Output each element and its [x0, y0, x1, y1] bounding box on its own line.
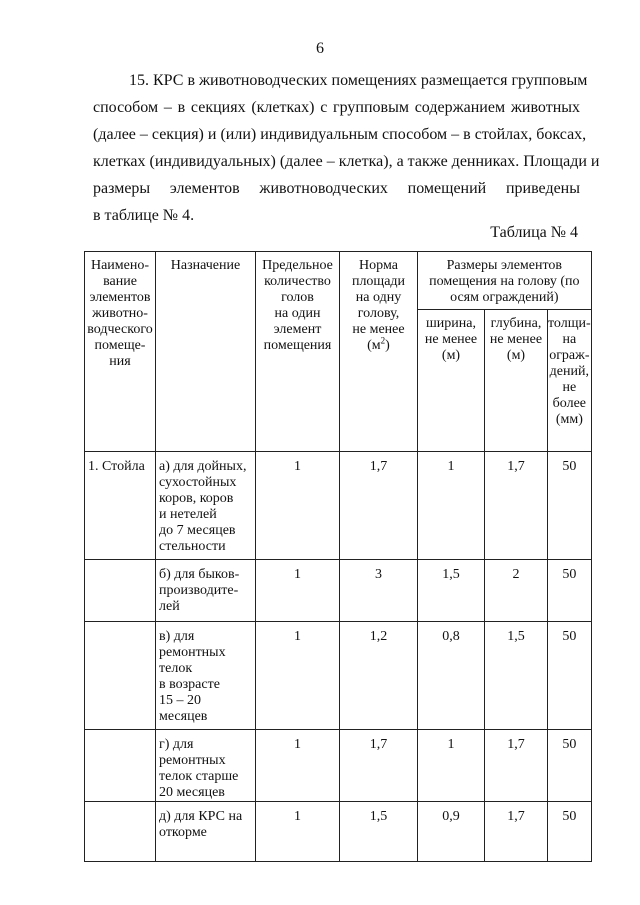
cell-purpose	[156, 730, 256, 802]
header-area-norm	[340, 252, 418, 452]
header-max-count	[256, 252, 340, 452]
cell-area: 1,7	[340, 730, 418, 802]
header-element-text	[85, 258, 155, 370]
header-line: Наимено-	[90, 258, 150, 273]
cell-depth: 1,5	[485, 622, 548, 730]
purpose-line: а) для дойных,	[159, 459, 247, 474]
purpose-line: сухостойных	[159, 475, 237, 490]
cell-width: 1	[418, 452, 485, 560]
cell-area: 1,2	[340, 622, 418, 730]
header-line: осям ограждений)	[450, 290, 559, 305]
cell-element	[85, 730, 156, 802]
table-row	[85, 622, 592, 730]
cell-thickness: 50	[548, 730, 592, 802]
paragraph-line: 15. КРС в животноводческих помещениях размещается групповым	[129, 72, 588, 89]
header-depth-text	[485, 316, 547, 364]
paragraph-line: клетках (индивидуальных) (далее – клетка), а также денниках. Площади и	[93, 153, 600, 170]
purpose-line: до 7 месяцев	[159, 523, 236, 538]
paragraph-line: в таблице № 4.	[93, 207, 195, 224]
cell-element	[85, 560, 156, 622]
cell-area: 3	[340, 560, 418, 622]
header-depth	[485, 310, 548, 452]
cell-purpose	[156, 802, 256, 862]
norms-table	[84, 251, 592, 862]
cell-count: 1	[256, 802, 340, 862]
header-element	[85, 252, 156, 452]
cell-thickness: 50	[548, 560, 592, 622]
header-line: помеще-	[94, 338, 146, 353]
purpose-line: откорме	[159, 825, 207, 840]
table-caption: Таблица № 4	[490, 224, 578, 241]
header-line: на один	[274, 306, 321, 321]
header-dimensions-text	[418, 258, 591, 306]
header-width	[418, 310, 485, 452]
header-line: элементов	[89, 290, 151, 305]
header-area-norm-text	[340, 258, 417, 338]
purpose-line: стельности	[159, 539, 226, 554]
cell-count: 1	[256, 560, 340, 622]
cell-area: 1,7	[340, 452, 418, 560]
header-line: толщи-	[548, 316, 591, 331]
cell-thickness: 50	[548, 622, 592, 730]
header-line: глубина,	[490, 316, 542, 331]
purpose-line: производите-	[159, 583, 239, 598]
cell-area: 1,5	[340, 802, 418, 862]
table-row	[85, 730, 592, 802]
cell-element: 1. Стойла	[85, 452, 156, 560]
purpose-line: в возрасте	[159, 677, 220, 692]
header-max-count-text	[256, 258, 339, 354]
cell-width: 0,8	[418, 622, 485, 730]
header-line: на	[562, 332, 577, 347]
cell-purpose	[156, 560, 256, 622]
cell-thickness: 50	[548, 452, 592, 560]
header-line: голов	[281, 290, 314, 305]
cell-width: 0,9	[418, 802, 485, 862]
table-row	[85, 452, 592, 560]
header-line: (мм)	[555, 412, 583, 427]
header-line: более	[552, 396, 587, 411]
paragraph-line: (далее – секция) и (или) индивидуальным способом – в стойлах, боксах,	[93, 126, 587, 143]
cell-element	[85, 802, 156, 862]
header-line: не менее	[424, 332, 478, 347]
page-number: 6	[316, 40, 324, 57]
header-line: помещения	[263, 338, 332, 353]
purpose-line: телок старше	[159, 769, 239, 784]
header-line: дений,	[549, 364, 589, 379]
header-line: количество	[264, 274, 331, 289]
paragraph-15	[93, 67, 600, 229]
header-line: голову,	[357, 306, 400, 321]
header-width-text	[418, 316, 484, 364]
purpose-line: г) для	[159, 737, 194, 752]
header-thickness	[548, 310, 592, 452]
purpose-line: 15 – 20	[159, 693, 201, 708]
header-line: животно-	[92, 306, 148, 321]
header-line: площади	[351, 274, 406, 289]
cell-count: 1	[256, 452, 340, 560]
header-line: элемент	[273, 322, 322, 337]
header-line: помещения на голову (по	[429, 274, 580, 289]
purpose-line: и нетелей	[159, 507, 217, 522]
cell-thickness: 50	[548, 802, 592, 862]
cell-depth: 1,7	[485, 452, 548, 560]
table-body	[85, 452, 592, 862]
header-purpose-text	[156, 258, 255, 274]
cell-purpose	[156, 452, 256, 560]
cell-depth: 2	[485, 560, 548, 622]
purpose-line: 20 месяцев	[159, 785, 225, 800]
header-line: ограж-	[549, 348, 590, 363]
cell-element	[85, 622, 156, 730]
purpose-line: лей	[159, 599, 180, 614]
header-area-unit: $(м^2)$	[367, 335, 390, 353]
header-line: на одну	[355, 290, 402, 305]
cell-width: 1,5	[418, 560, 485, 622]
header-line: Норма	[359, 258, 398, 273]
header-purpose	[156, 252, 256, 452]
header-line: (м)	[506, 348, 526, 363]
cell-width: 1	[418, 730, 485, 802]
header-thickness-text	[548, 316, 591, 428]
cell-depth: 1,7	[485, 730, 548, 802]
paragraph-line: способом – в секциях (клетках) с групповым содержанием животных	[93, 99, 580, 116]
cell-count: 1	[256, 730, 340, 802]
header-line: вание	[103, 274, 137, 289]
header-line: Предельное	[262, 258, 333, 273]
purpose-line: месяцев	[159, 709, 208, 724]
purpose-line: коров, коров	[159, 491, 234, 506]
header-line: Назначение	[170, 258, 241, 273]
purpose-line: в) для	[159, 629, 195, 644]
header-line: Размеры элементов	[446, 258, 563, 273]
purpose-line: ремонтных	[159, 753, 226, 768]
cell-depth: 1,7	[485, 802, 548, 862]
purpose-line: д) для КРС на	[159, 809, 243, 824]
purpose-line: ремонтных	[159, 645, 226, 660]
header-line: ния	[109, 354, 131, 369]
cell-count: 1	[256, 622, 340, 730]
header-line: не менее	[352, 322, 405, 337]
header-line: (м)	[441, 348, 461, 363]
header-line: не менее	[489, 332, 543, 347]
header-line: водческого	[87, 322, 153, 337]
header-dimensions-group	[418, 252, 592, 310]
purpose-line: телок	[159, 661, 193, 676]
table-row	[85, 802, 592, 862]
purpose-line: б) для быков-	[159, 567, 240, 582]
cell-purpose	[156, 622, 256, 730]
header-line: не	[562, 380, 577, 395]
table-row	[85, 560, 592, 622]
paragraph-line: размеры элементов животноводческих помещений приведены	[93, 180, 580, 197]
header-line: ширина,	[426, 316, 476, 331]
